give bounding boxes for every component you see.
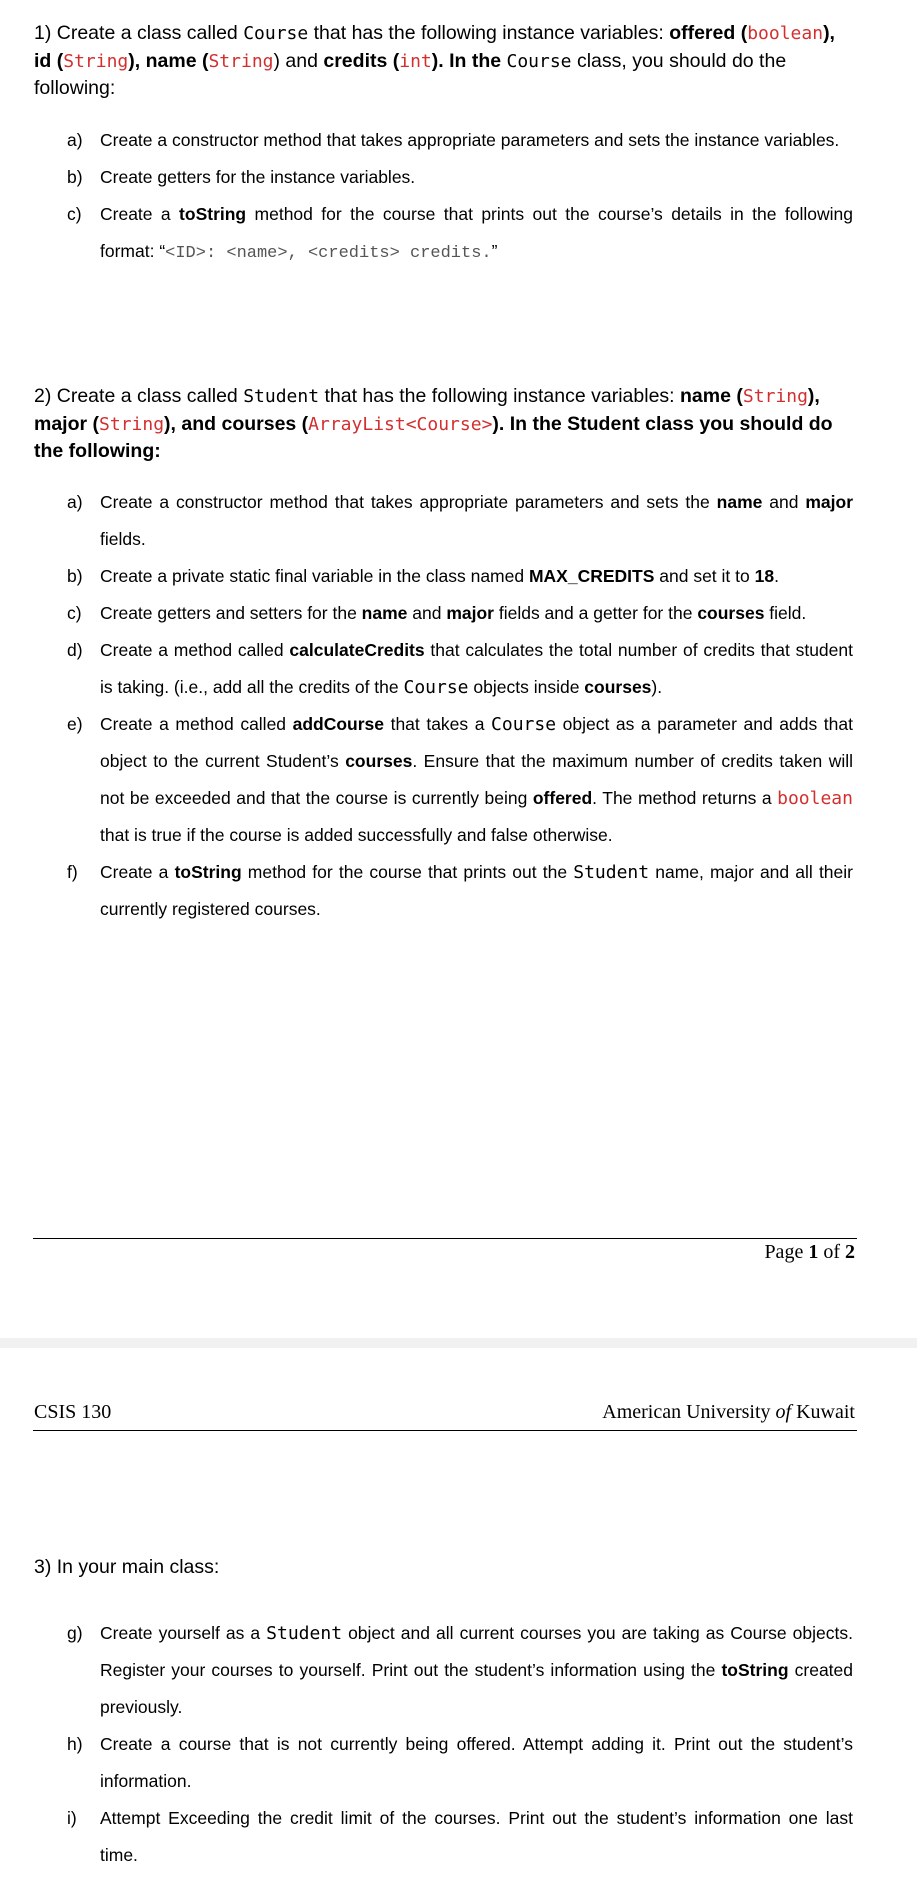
question-2: 2) Create a class called Student that has the following instance variables: name (String), major (String), and courses (ArrayList<Course>). In the Student class you should do the following: xyxy=(34,385,833,462)
page-separator xyxy=(0,1338,917,1348)
question-1-items xyxy=(0,122,917,272)
list-item: c) Create getters and setters for the name and major fields and a getter for the courses field. xyxy=(67,603,807,623)
question-3: 3) In your main class: xyxy=(34,1556,220,1578)
list-item: b) Create a private static final variable in the class named MAX_CREDITS and set it to 18. xyxy=(67,566,779,586)
question-2-items xyxy=(0,484,917,928)
page-number: Page 1 of 2 xyxy=(764,1241,855,1263)
list-item: a) Create a constructor method that takes appropriate parameters and sets the name and major fields. xyxy=(67,492,853,549)
list-item: f) Create a toString method for the course that prints out the Student name, major and all their currently registered courses. xyxy=(67,862,853,919)
course-code: CSIS 130 xyxy=(34,1401,112,1423)
list-item: g) Create yourself as a Student object and all current courses you are taking as Course objects. Register your courses to yourself. Print out the student’s information using the toString created previously. xyxy=(67,1623,854,1717)
list-item: i) Attempt Exceeding the credit limit of the courses. Print out the student’s information one last time. xyxy=(67,1808,853,1865)
list-item: d) Create a method called calculateCredits that calculates the total number of credits that student is taking. (i.e., add all the credits of the Course objects inside courses). xyxy=(67,640,853,698)
header-divider xyxy=(33,1430,857,1431)
list-item: h) Create a course that is not currently being offered. Attempt adding it. Print out the student’s information. xyxy=(67,1734,853,1791)
university-name: American University of Kuwait xyxy=(602,1401,855,1423)
list-item: c) Create a toString method for the course that prints out the course’s details in the following format: “<ID>: <name>, <credits> credits.” xyxy=(67,204,853,263)
footer-divider xyxy=(33,1238,857,1239)
list-item: a) Create a constructor method that takes appropriate parameters and sets the instance variables. xyxy=(67,130,840,150)
list-item: e) Create a method called addCourse that takes a Course object as a parameter and adds that object to the current Student’s courses. Ensure that the maximum number of credits taken will not be exceeded and that the course is currently being offered. The method returns a boolean that is true if the course is added successfully and false otherwise. xyxy=(67,714,854,845)
list-item: b) Create getters for the instance variables. xyxy=(67,167,416,187)
question-1: 1) Create a class called Course that has the following instance variables: offered (boolean), id (String), name (String) and credits (int). In the Course class, you should do the following: xyxy=(34,22,835,99)
question-3-items xyxy=(0,1615,917,1874)
